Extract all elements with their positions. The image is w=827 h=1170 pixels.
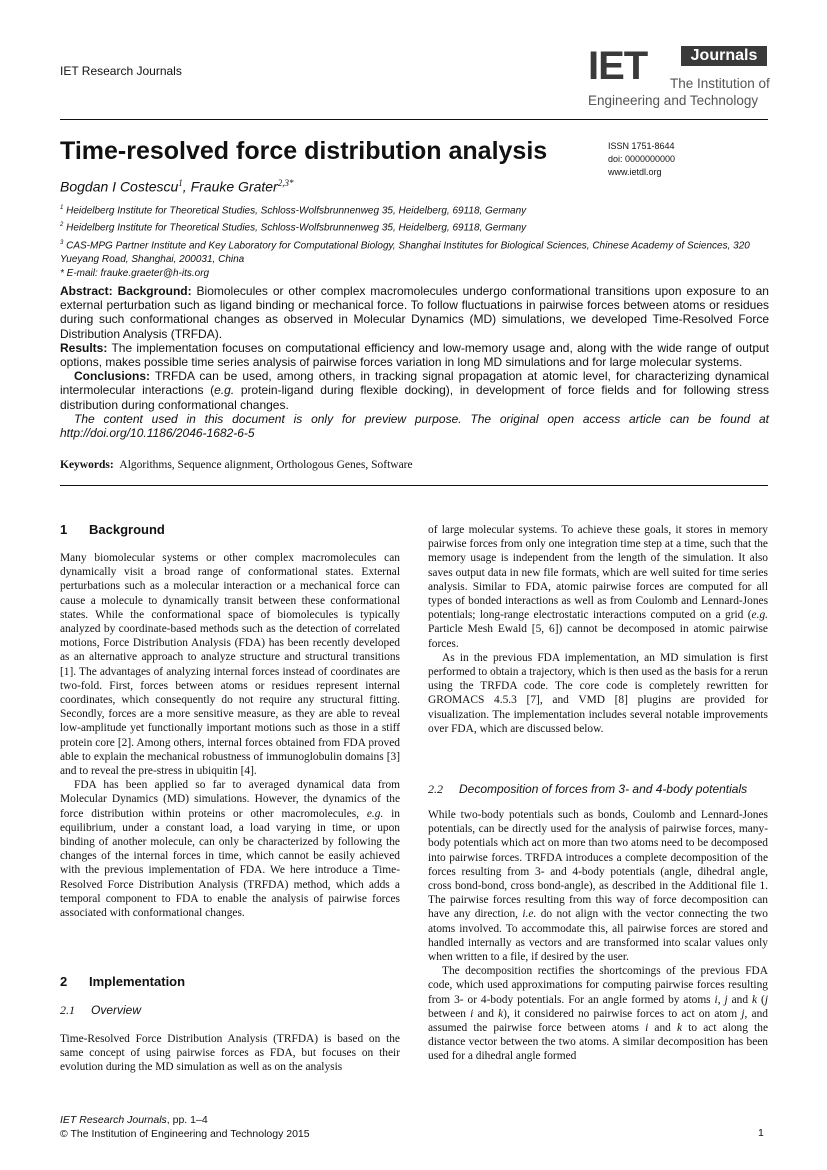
page-number: 1 <box>758 1127 764 1139</box>
author-name: Bogdan I Costescu <box>60 178 179 195</box>
abstract-background: Abstract: Background: Biomolecules or other complex macromolecules undergo conformational transitions upon exposure to an external perturbation such as ligand binding or mechanical force. To follow fluctuations in pairwise forces between atoms or residues during such conformational changes as observed in Molecular Dynamics (MD) simulations, we developed Time-Resolved Force Distribution Analysis (TRFDA). <box>60 284 769 341</box>
journal-url: www.ietdl.org <box>608 167 662 177</box>
abstract-results: Results: The implementation focuses on computational efficiency and low-memory usage and, along with the wide range of output options, makes possible time series analysis of pairwise forces variation in long MD simulations and for large molecular systems. <box>60 340 770 370</box>
affiliation-item: $^3$ CAS-MPG Partner Institute and Key Laboratory for Computational Biology, Shanghai Institutes for Biological Sciences, Chinese Academy of Sciences, 320 Yueyang Road, Shanghai, 200031, China <box>60 239 750 265</box>
page-footer <box>60 1113 310 1141</box>
author-affiliation-mark: 2,3* <box>277 178 294 188</box>
affiliation-item: $^2$ Heidelberg Institute for Theoretical Studies, Schloss-Wolfsbrunnenweg 35, Heidelberg, 69118, Germany <box>60 222 527 234</box>
left-column-bottom <box>60 1032 400 1075</box>
publication-meta <box>608 140 675 179</box>
abstract-divider <box>60 485 768 486</box>
author-affiliation-mark: 1 <box>178 178 183 188</box>
author-name: Frauke Grater <box>190 178 278 195</box>
paragraph: The decomposition rectifies the shortcomings of the previous FDA code, which used approximations for computing pairwise forces resulting from 3- or 4-body potentials. For an angle formed by atoms i, j and k (j between i and k), it considered no pairwise forces to act on atom j, and assumed the pairwise force between atoms i and k to act along the distance vector between the two atoms. A similar decomposition has been used for a dihedral angle formed <box>428 965 769 1063</box>
paragraph: While two-body potentials such as bonds, Coulomb and Lennard-Jones potentials, can be directly used for the analysis of pairwise forces, many-body potentials which act on more than two atoms need to be decomposed into pairwise forces. TRFDA introduces a complete decomposition of the forces resulting from 3- and 4-body potentials (angle, dihedral angle, cross bond-bond, cross bond-angle), as described in the Additional file 1. The pairwise forces resulting from this way of force decomposition can have any direction, i.e. do not align with the vector connecting the two atoms involved. To accommodate this, all pairwise forces are stored and handled internally as vectors and are transformed into scalar values only when written to a file, if desired by the user. <box>428 809 769 964</box>
logo-engineering-line: Engineering and Technology <box>588 93 759 108</box>
abstract-conclusions: Conclusions: TRFDA can be used, among others, in tracking signal propagation at atomic level, for characterizing dynamical intermolecular interactions (e.g. protein-ligand during flexible docking), in development of force fields and for following stress distribution during conformational changes. <box>60 369 770 412</box>
paragraph: As in the previous FDA implementation, an MD simulation is first performed to obtain a trajectory, which is then used as the basis for a rerun using the TRFDA code. The core code is completely rewritten for GROMACS 4.5.3 [7], and VMD [8] plugins are provided for visualization. The implementation includes several notable improvements over FDA, which are discussed below. <box>428 651 768 735</box>
footer-pages: , pp. 1–4 <box>166 1114 208 1126</box>
footer-journal: IET Research Journals <box>60 1114 167 1126</box>
issn: ISSN 1751-8644 <box>608 141 675 151</box>
right-column-top <box>428 523 768 736</box>
subsection-heading-overview: 2.1 Overview <box>60 1003 142 1017</box>
paragraph: FDA has been applied so far to averaged dynamical data from Molecular Dynamics (MD) simulations. However, the dynamics of the force distribution within proteins or other macromolecules, e.g. in equilibrium, under a constant load, a load varying in time, or upon binding of another molecule, can only be characterized by following the changes of the internal forces in time, which cannot be easily achieved with the previous implementation of FDA. We here introduce a Time-Resolved Force Distribution Analysis (TRFDA) method, which adds a temporal component to FDA to enable the analysis of pairwise forces associated with conformational changes. <box>60 779 400 920</box>
section-heading-implementation: 2 Implementation <box>60 974 186 989</box>
logo-journals-badge: Journals <box>681 46 767 66</box>
author-list: Bogdan I Costescu$^1$, Frauke Grater$^{2,3*}$ <box>60 178 294 195</box>
keywords: Keywords: Algorithms, Sequence alignment, Orthologous Genes, Software <box>60 459 413 471</box>
running-head: IET Research Journals <box>60 64 182 78</box>
subsection-heading-decomposition: 2.2 Decomposition of forces from 3- and 4-body potentials <box>428 782 748 796</box>
paragraph: of large molecular systems. To achieve these goals, it stores in memory pairwise forces from only one integration time step at a time, such that the memory usage is independent from the length of the simulation. It also saves output data in new file formats, which are well suited for time series analysis. Similar to FDA, atomic pairwise forces are computed for all types of bonded interactions as well as from Coulomb and Lennard-Jones potentials; long-range electrostatic interactions computed on a grid (e.g. Particle Mesh Ewald [5, 6]) cannot be decomposed in atomic pairwise forces. <box>428 524 768 650</box>
paragraph: Time-Resolved Force Distribution Analysis (TRFDA) is based on the same concept of using pairwise forces as FDA, but focuses on their evolution during the MD simulation as well as on the analysis <box>60 1033 400 1074</box>
logo-institution-line: The Institution of <box>670 76 770 91</box>
affiliations <box>60 201 770 281</box>
footer-copyright: © The Institution of Engineering and Technology 2015 <box>60 1128 310 1140</box>
paper-title: Time-resolved force distribution analysis <box>60 137 548 165</box>
affiliation-item: $^1$ Heidelberg Institute for Theoretical Studies, Schloss-Wolfsbrunnenweg 35, Heidelberg, 69118, Germany <box>60 205 527 217</box>
header-divider <box>60 119 768 120</box>
left-column <box>60 551 400 920</box>
iet-logo <box>588 46 770 112</box>
doi: doi: 0000000000 <box>608 154 676 164</box>
abstract <box>60 284 769 440</box>
logo-letters: IET <box>588 44 648 88</box>
right-column-bottom <box>428 808 768 1064</box>
preview-note: The content used in this document is only for preview purpose. The original open access article can be found at http://doi.org/10.1186/2046-1682-6-5 <box>60 411 769 441</box>
section-heading-background: 1 Background <box>60 522 165 537</box>
paragraph: Many biomolecular systems or other complex macromolecules can dynamically visit a broad range of conformational states. External perturbations such as a molecular interaction or a mechanical force can cause a molecule to dynamically transit between these conformational states. While the conformational space of biomolecules is typically analyzed by coordinate-based methods such as the detection of correlated motions, Force Distribution Analysis (FDA) has been recently developed as an alternative approach to analyze structure and structural transitions [1]. The advantages of analyzing internal forces instead of coordinates are two-fold. First, forces between atoms or residues represent internal coordinates, which consequently do not require any structural fitting. Secondly, forces are a more sensitive measure, as they are able to reveal low-amplitude yet functionally important motions such as those in a stiff protein core [2]. Among others, internal forces obtained from FDA proved able to explain the mechanical robustness of immunoglobulin domains [3] and to reveal the pre-stress in ubiquitin [4]. <box>60 552 400 778</box>
corresponding-email: * E-mail: frauke.graeter@h-its.org <box>60 267 210 279</box>
